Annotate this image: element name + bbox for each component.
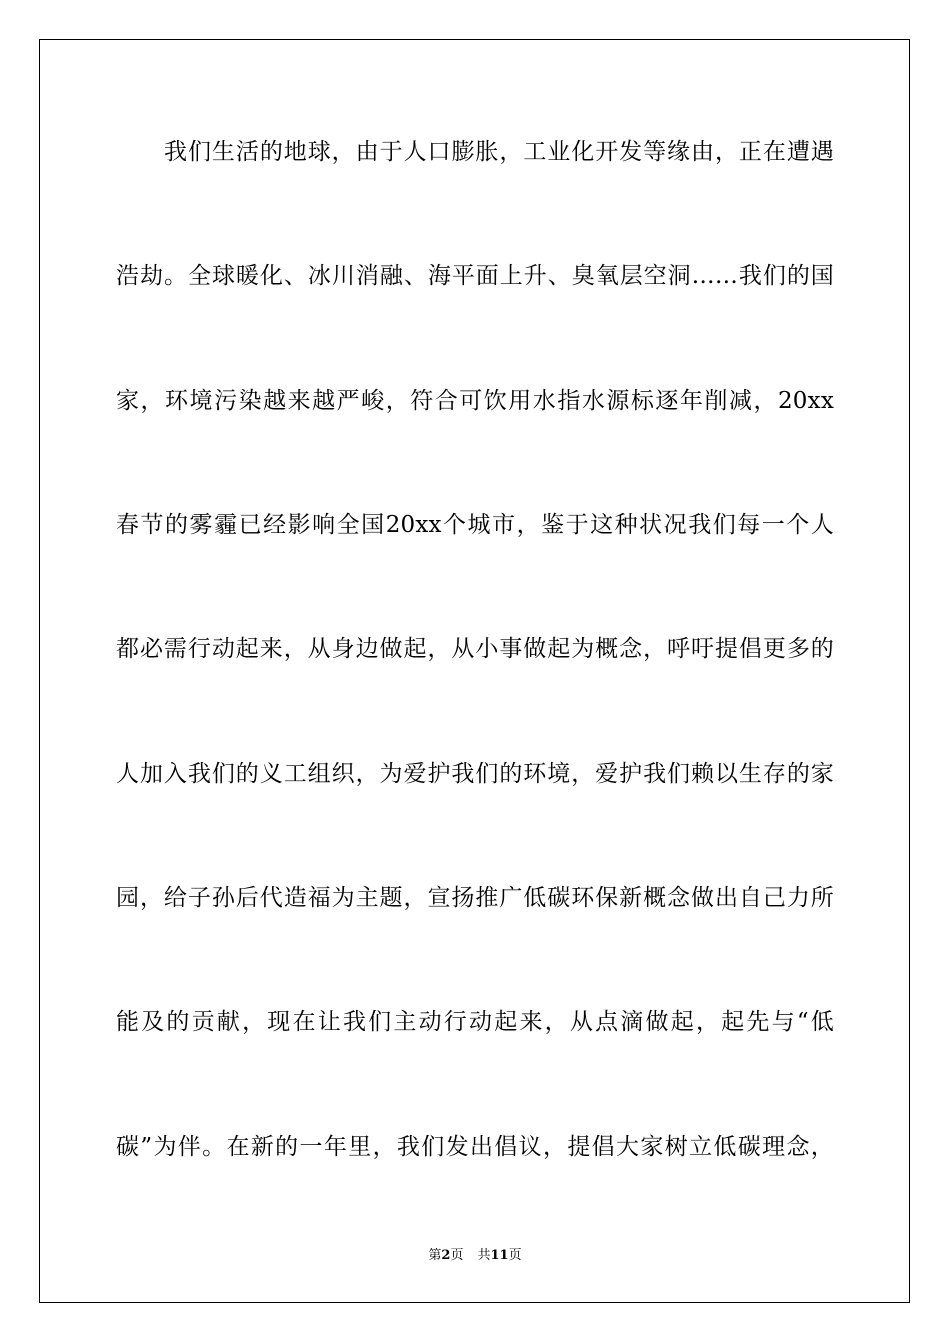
text-line-4: 春节的雾霾已经影响全国20xx个城市，鉴于这种状况我们每一个人	[116, 512, 834, 538]
page-prefix: 第	[428, 1248, 442, 1263]
total-pages: 11	[490, 1248, 509, 1263]
total-suffix: 页	[508, 1248, 522, 1263]
text-line-2: 浩劫。全球暖化、冰川消融、海平面上升、臭氧层空洞……我们的国	[116, 263, 834, 289]
text-line-1: 我们生活的地球，由于人口膨胀，工业化开发等缘由，正在遭遇	[164, 139, 834, 165]
text-line-8: 能及的贡献，现在让我们主动行动起来，从点滴做起，起先与“低	[116, 1009, 834, 1035]
page-suffix: 页	[450, 1248, 464, 1263]
text-line-3: 家，环境污染越来越严峻，符合可饮用水指水源标逐年削减，20xx	[116, 388, 834, 414]
text-line-5: 都必需行动起来，从身边做起，从小事做起为概念，呼吁提倡更多的	[116, 636, 834, 662]
page-footer	[0, 1247, 950, 1265]
total-prefix: 共	[477, 1248, 491, 1263]
text-line-6: 人加入我们的义工组织，为爱护我们的环境，爱护我们赖以生存的家	[116, 761, 834, 787]
page-border	[39, 39, 910, 1303]
text-line-9: 碳”为伴。在新的一年里，我们发出倡议，提倡大家树立低碳理念，	[116, 1134, 834, 1160]
text-line-7: 园，给子孙后代造福为主题，宣扬推广低碳环保新概念做出自己力所	[116, 885, 834, 911]
page-number: 2	[441, 1248, 451, 1263]
